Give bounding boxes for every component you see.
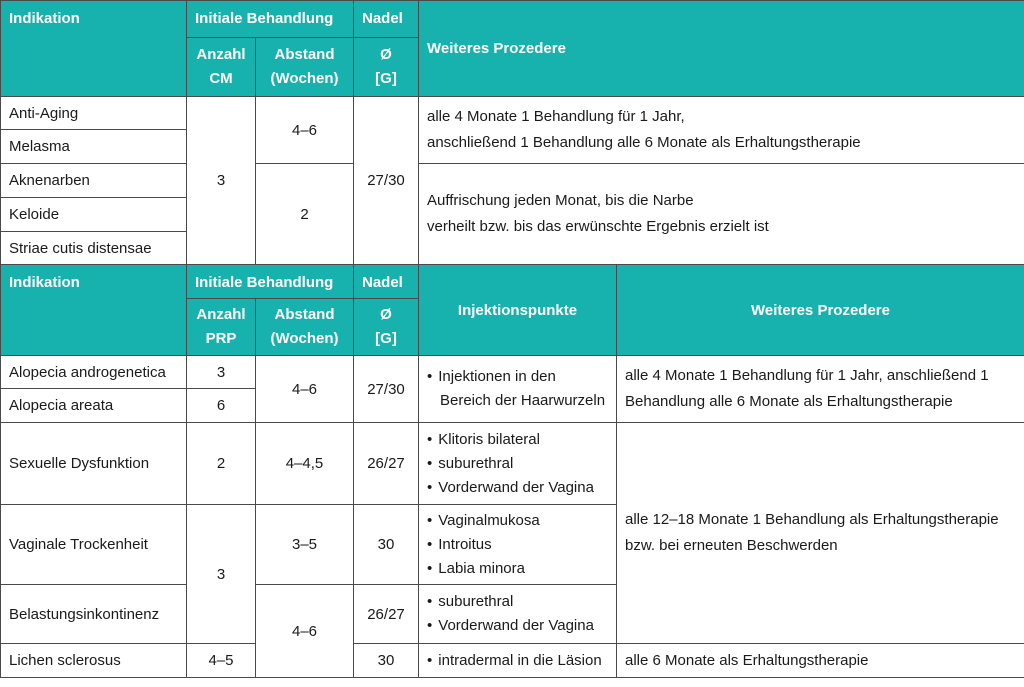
cell-sexuelle-abstand: 4–4,5 [256,423,354,505]
header2-anzahl-prp [187,299,256,356]
cell-alopecia-abstand: 4–6 [256,356,354,423]
belastung-injektion-list [427,590,608,638]
cell-vaginal-nadel: 30 [354,505,419,585]
header-durchmesser-line2: [G] [375,70,397,87]
cell-nadel: 27/30 [354,97,419,265]
cell-alopecia-nadel: 27/30 [354,356,419,423]
alopecia-inj-continuation [427,389,608,413]
cell-indikation-keloide: Keloide [1,198,187,232]
list-item [427,428,608,452]
list-item [427,590,608,614]
header2-nadel: Nadel [354,265,419,299]
cell-vaginal-abstand: 3–5 [256,505,354,585]
mid-proz-line1: alle 12–18 Monate 1 Behandlung als Erhaltungstherapie [625,511,999,528]
belastung-inj-2: Vorderwand der Vagina [438,617,594,634]
header-anzahl-line1: Anzahl [196,46,246,63]
list-item [427,614,608,638]
header-abstand [256,38,354,97]
cell-sexuelle-anzahl: 2 [187,423,256,505]
cell-alopecia-androgenetica: Alopecia androgenetica [1,356,187,389]
header2-durchmesser-line2: [G] [375,330,397,347]
header2-initiale-behandlung: Initiale Behandlung [187,265,354,299]
cell-lichen-nadel: 30 [354,644,419,678]
header2-abstand-line2: (Wochen) [270,330,339,347]
cell-lichen-sclerosus: Lichen sclerosus [1,644,187,678]
header-nadel: Nadel [354,1,419,38]
header-abstand-line2: (Wochen) [270,70,339,87]
cell-vaginal-injektionspunkte [419,505,617,585]
mid-proz-line2: bzw. bei erneuten Beschwerden [625,537,838,554]
alopecia-injektion-list [427,365,608,413]
header-durchmesser [354,38,419,97]
header-anzahl-cm [187,38,256,97]
belastung-inj-1: suburethral [438,593,514,610]
lichen-inj-1: intradermal in die Läsion [438,651,602,669]
list-item [427,649,608,673]
cell-alopecia-areata: Alopecia areata [1,389,187,423]
cell-alopecia-injektionspunkte [419,356,617,423]
alopecia-proz-line1: alle 4 Monate 1 Behandlung für 1 Jahr, anschließend 1 [625,367,989,384]
list-item [427,476,608,500]
cell-alopecia-androgenetica-anzahl: 3 [187,356,256,389]
list-item [427,452,608,476]
cell-sexuelle-injektionspunkte [419,423,617,505]
cell-prozedere-b [419,164,1024,265]
cell-sexuelle-nadel: 26/27 [354,423,419,505]
list-item [427,365,608,389]
cell-indikation-striae: Striae cutis distensae [1,232,187,265]
cell-vaginale-trockenheit: Vaginale Trockenheit [1,505,187,585]
cell-indikation-melasma: Melasma [1,130,187,164]
cell-belastung-lichen-abstand: 4–6 [256,585,354,678]
header2-anzahl-line2: PRP [205,330,237,347]
prozedere-a-line1: alle 4 Monate 1 Behandlung für 1 Jahr, [427,108,685,125]
cell-alopecia-prozedere [617,356,1024,423]
alopecia-proz-line2: Behandlung alle 6 Monate als Erhaltungstherapie [625,393,953,410]
header2-durchmesser-line1: Ø [380,306,392,323]
vaginal-injektion-list [427,509,608,581]
cell-belastung-nadel: 26/27 [354,585,419,644]
prozedere-b-line2: verheilt bzw. bis das erwünschte Ergebnis erzielt ist [427,218,769,235]
prozedere-a-line2: anschließend 1 Behandlung alle 6 Monate als Erhaltungstherapie [427,134,861,151]
header-anzahl-line2: CM [209,70,233,87]
cell-abstand-a: 4–6 [256,97,354,164]
list-item [427,557,608,581]
header2-abstand [256,299,354,356]
cell-alopecia-areata-anzahl: 6 [187,389,256,423]
sexuelle-injektion-list [427,428,608,500]
prozedere-b-line1: Auffrischung jeden Monat, bis die Narbe [427,192,694,209]
cell-lichen-injektionspunkte [419,644,617,678]
header2-weiteres-prozedere: Weiteres Prozedere [617,265,1024,356]
header-abstand-line1: Abstand [274,46,335,63]
header-weiteres-prozedere: Weiteres Prozedere [419,1,1024,97]
header2-anzahl-line1: Anzahl [196,306,246,323]
cell-belastungsinkontinenz: Belastungsinkontinenz [1,585,187,644]
header-indikation: Indikation [1,1,187,97]
cell-lichen-prozedere: alle 6 Monate als Erhaltungstherapie [617,644,1024,678]
header2-indikation: Indikation [1,265,187,356]
header2-durchmesser [354,299,419,356]
header-initiale-behandlung: Initiale Behandlung [187,1,354,38]
alopecia-inj-line2: Bereich der Haarwurzeln [440,392,606,409]
sexuelle-inj-2: suburethral [438,454,514,472]
list-item [427,509,608,533]
cell-abstand-b: 2 [256,164,354,265]
sexuelle-inj-3: Vorderwand der Vagina [438,478,594,496]
list-item [427,533,608,557]
cell-vaginal-belastung-anzahl: 3 [187,505,256,644]
cell-belastung-injektionspunkte [419,585,617,644]
sexuelle-inj-1: Klitoris bilateral [438,430,540,448]
cell-prozedere-a [419,97,1024,164]
cell-mid-prozedere [617,423,1024,644]
cell-indikation-anti-aging: Anti-Aging [1,97,187,130]
cell-lichen-anzahl: 4–5 [187,644,256,678]
cell-anzahl-cm: 3 [187,97,256,265]
cell-sexuelle-dysfunktion: Sexuelle Dysfunktion [1,423,187,505]
lichen-injektion-list [427,649,608,673]
cell-indikation-aknenarben: Aknenarben [1,164,187,198]
alopecia-inj-line1: Injektionen in den [438,368,556,385]
header2-abstand-line1: Abstand [274,306,335,323]
vaginal-inj-2: Introitus [438,535,492,553]
header2-injektionspunkte: Injektionspunkte [419,265,617,356]
vaginal-inj-3: Labia minora [438,559,525,577]
header-durchmesser-line1: Ø [380,46,392,63]
vaginal-inj-1: Vaginalmukosa [438,511,540,529]
